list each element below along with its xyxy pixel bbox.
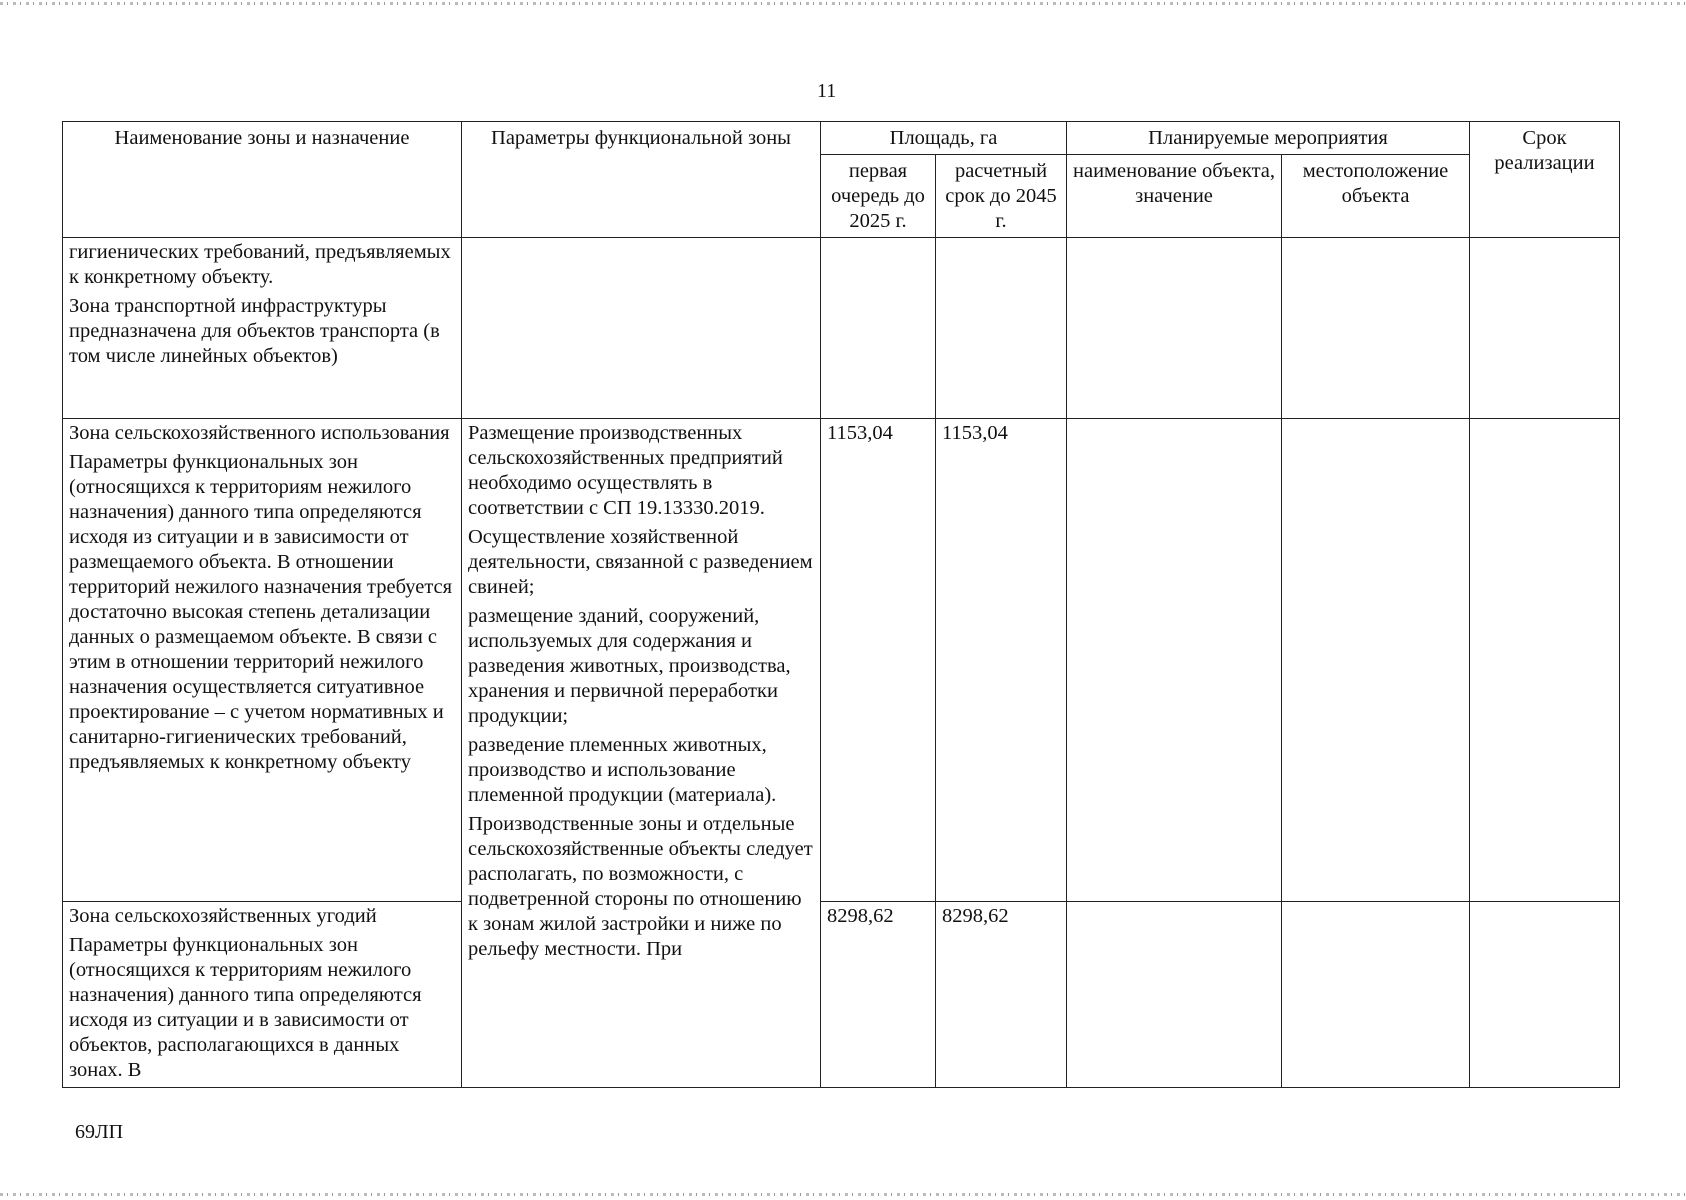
scan-edge-bottom	[0, 1193, 1686, 1196]
measure-name-cell	[1067, 902, 1282, 1088]
header-area-group: Площадь, га	[821, 122, 1067, 155]
zone-name-cell	[63, 902, 462, 1088]
header-measures-group: Планируемые мероприятия	[1067, 122, 1470, 155]
zone-params-text: Производственные зоны и отдельные сельскохозяйственные объекты следует располагать, по возможности, с подветренной стороны по отношению к зонам жилой застройки и ниже по рельефу местности. При	[468, 813, 813, 960]
functional-zones-table	[62, 121, 1620, 1088]
zone-name-text: Параметры функциональных зон (относящихся к территориям нежилого назначения) данного типа определяются исходя из ситуации и в зависимости от размещаемого объекта. В отношении территорий нежилого назначения требуется достаточно высокая степень детализации данных о размещаемом объекте. В связи с этим в отношении территорий нежилого назначения осуществляется ситуативное проектирование – с учетом нормативных и санитарно-гигиенических требований, предъявляемых к конкретному объекту	[69, 451, 453, 773]
table-row	[63, 238, 1620, 419]
zone-name-cell	[63, 419, 462, 902]
zone-name-text: Зона транспортной инфраструктуры предназначена для объектов транспорта (в том числе линейных объектов)	[69, 295, 440, 367]
zone-name-text: Параметры функциональных зон (относящихся к территориям нежилого назначения) данного типа определяются исходя из ситуации и в зависимости от объектов, располагающихся в данных зонах. В	[69, 934, 422, 1081]
zone-params-text: Размещение производственных сельскохозяйственных предприятий необходимо осуществлять в соответствии с СП 19.13330.2019.	[468, 422, 783, 519]
measure-name-cell	[1067, 419, 1282, 902]
header-measure-name: наименование объекта, значение	[1067, 155, 1282, 238]
zone-params-cell	[462, 238, 821, 419]
area-calc-cell	[936, 238, 1067, 419]
header-area-first: первая очередь до 2025 г.	[821, 155, 936, 238]
measure-location-cell	[1282, 902, 1470, 1088]
table-row	[63, 902, 1620, 1088]
zone-params-text: разведение племенных животных, производство и использование племенной продукции (материала).	[468, 734, 777, 806]
header-area-calc: расчетный срок до 2045 г.	[936, 155, 1067, 238]
area-calc-cell: 1153,04	[936, 419, 1067, 902]
area-first-cell	[821, 238, 936, 419]
zone-params-cell	[462, 419, 821, 1088]
header-measure-location: местоположение объекта	[1282, 155, 1470, 238]
measure-location-cell	[1282, 419, 1470, 902]
zone-name-text: Зона сельскохозяйственного использования	[69, 422, 450, 444]
scan-edge-top	[0, 2, 1686, 5]
term-cell	[1470, 419, 1620, 902]
area-first-cell: 8298,62	[821, 902, 936, 1088]
term-cell	[1470, 902, 1620, 1088]
area-first-cell: 1153,04	[821, 419, 936, 902]
term-cell	[1470, 238, 1620, 419]
zone-name-text: Зона сельскохозяйственных угодий	[69, 905, 377, 927]
page-number: 11	[817, 80, 837, 102]
zone-name-cell	[63, 238, 462, 419]
header-term: Срок реализации	[1470, 122, 1620, 238]
zone-params-text: Осуществление хозяйственной деятельности, связанной с разведением свиней;	[468, 526, 813, 598]
zone-params-text: размещение зданий, сооружений, используемых для содержания и разведения животных, производства, хранения и первичной переработки продукции;	[468, 605, 791, 727]
area-calc-cell: 8298,62	[936, 902, 1067, 1088]
measure-name-cell	[1067, 238, 1282, 419]
document-code: 69ЛП	[75, 1121, 124, 1143]
header-zone-params: Параметры функциональной зоны	[462, 122, 821, 238]
table-row	[63, 419, 1620, 902]
header-zone-name: Наименование зоны и назначение	[63, 122, 462, 238]
measure-location-cell	[1282, 238, 1470, 419]
zone-name-text: гигиенических требований, предъявляемых к конкретному объекту.	[69, 241, 451, 288]
